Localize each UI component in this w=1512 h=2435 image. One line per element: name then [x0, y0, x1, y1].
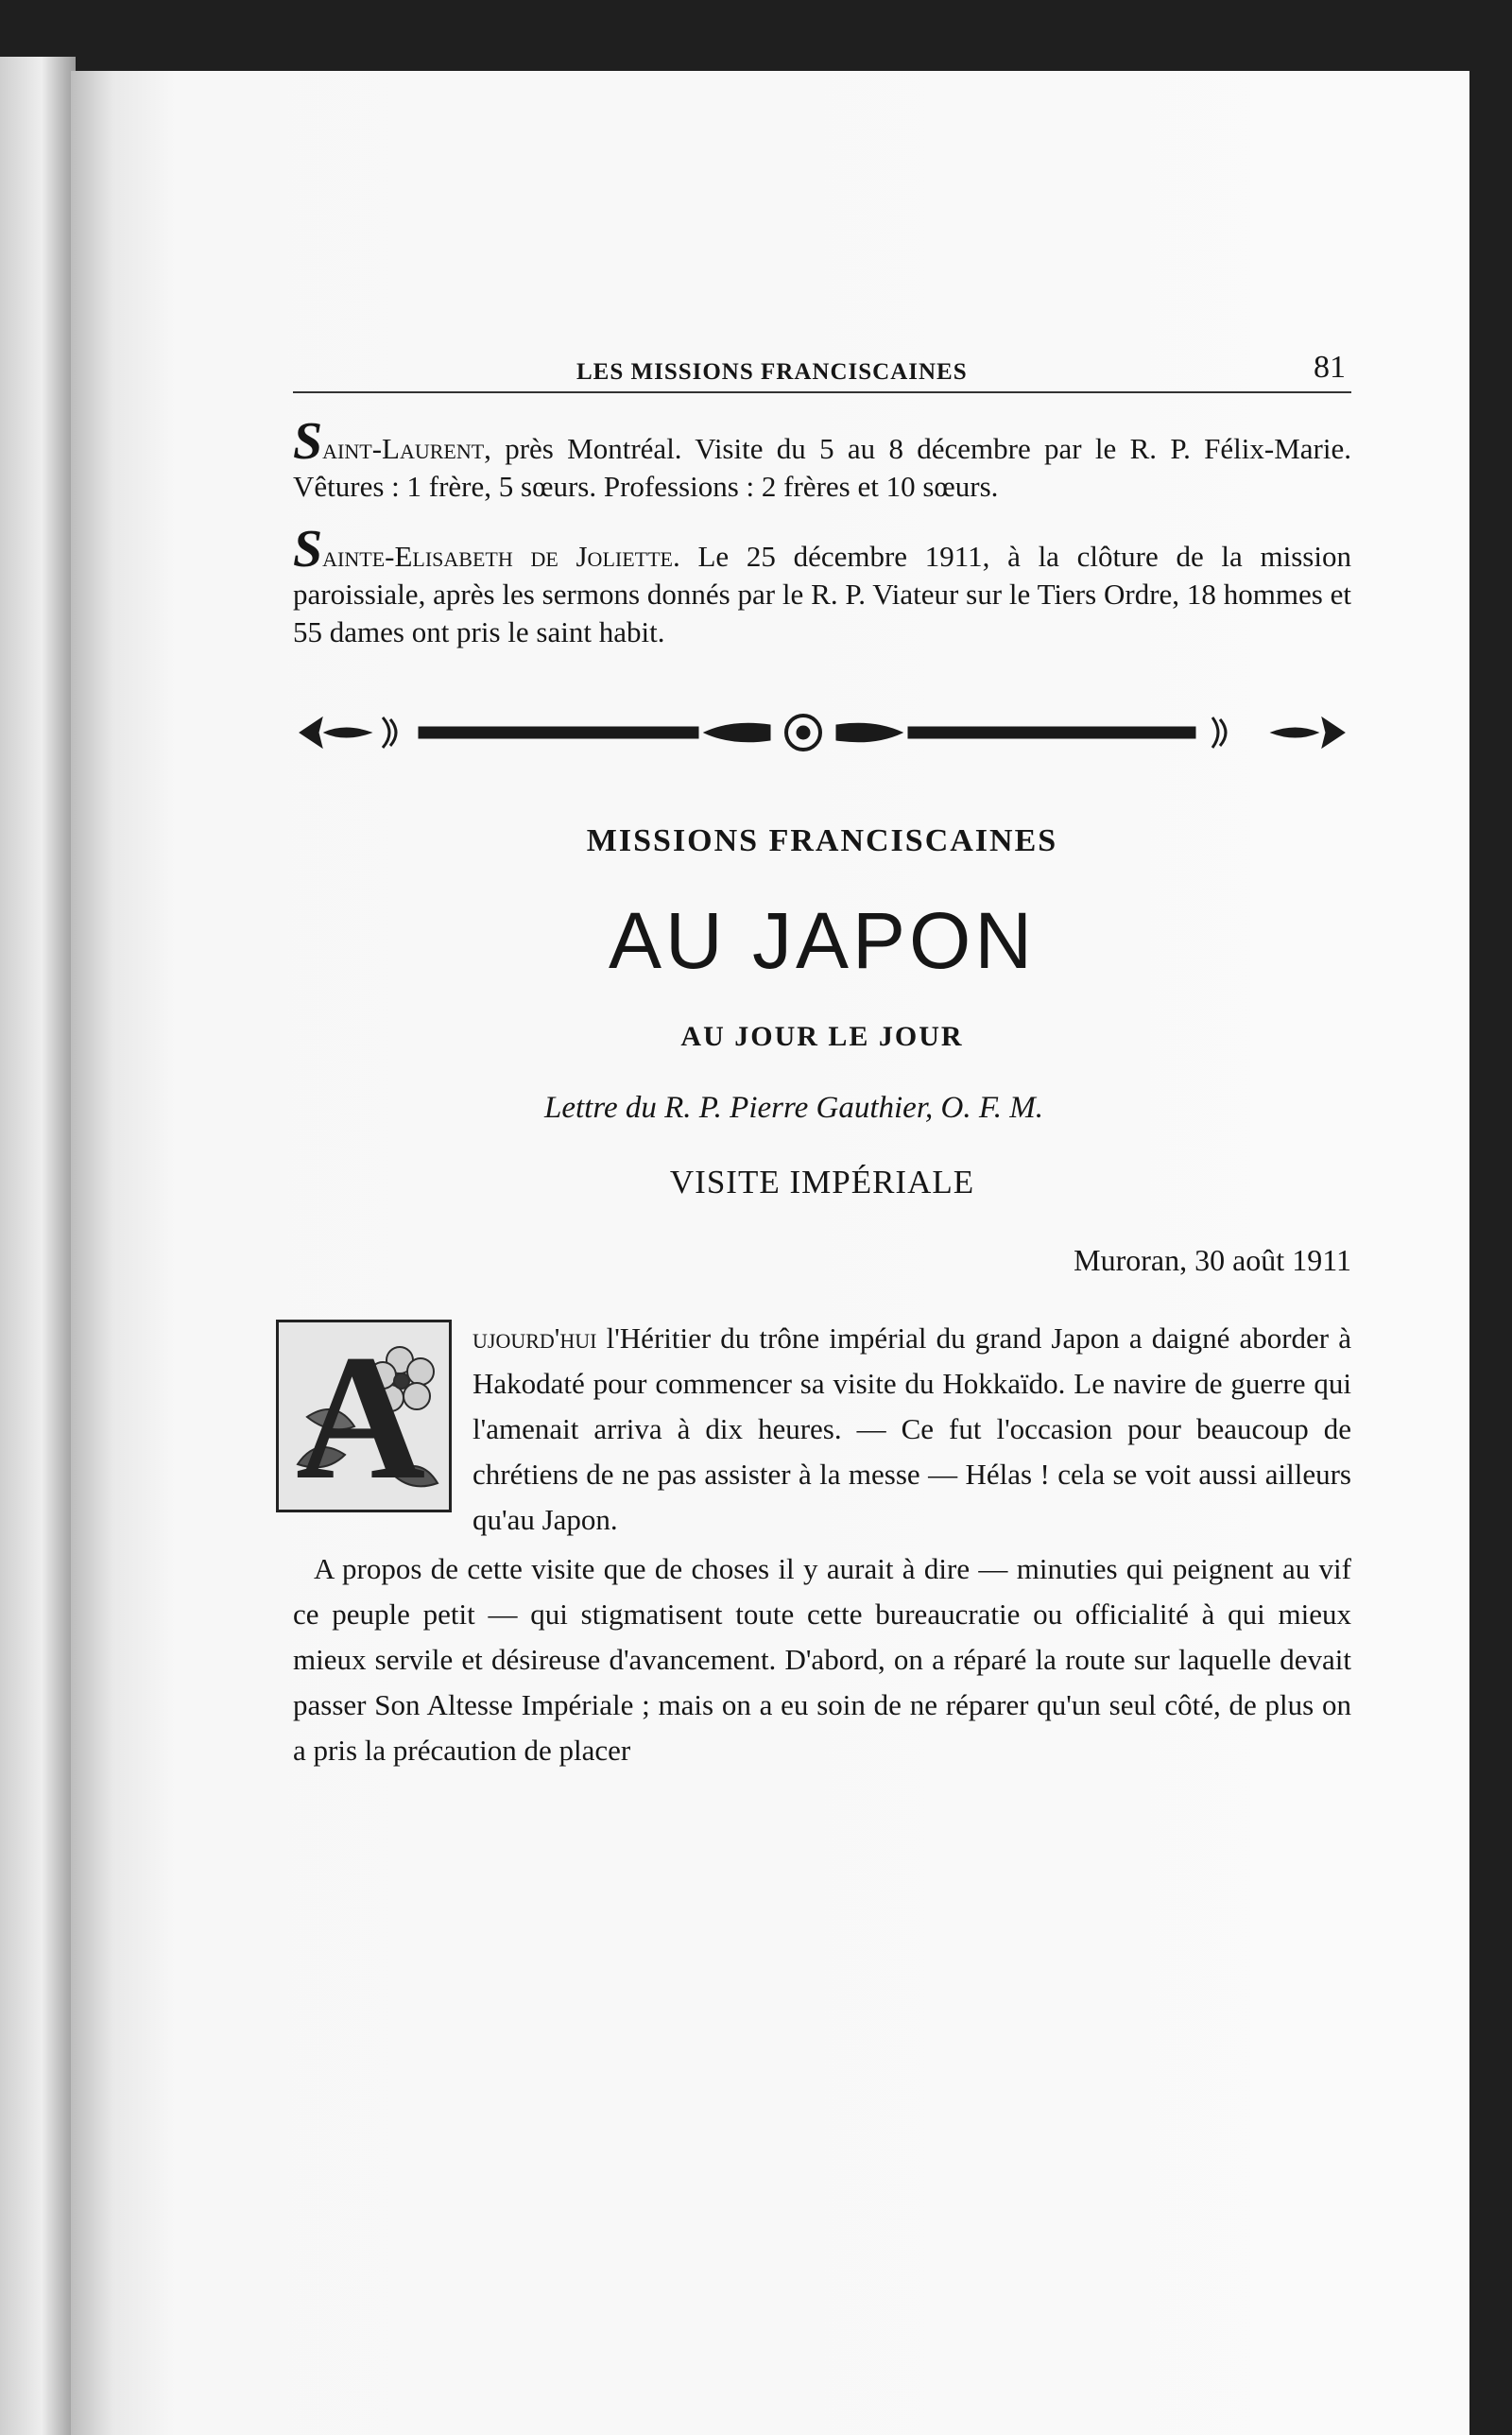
paragraph-2: A propos de cette visite que de choses il y aurait à dire — minuties qui peignent au vif ce peuple petit — qui stigmatisent toute cette bureaucratie ou officialité à qui mieux mieux servile et désireuse d'avancement. D'abord, on a réparé la route sur laquelle devait passer Son Altesse Impériale ; mais on a eu soin de ne réparer qu'un seul côté, de plus on a pris la précaution de placer: [293, 1552, 1351, 1767]
initial-letter: A: [296, 1320, 426, 1512]
article-body: [293, 1316, 1351, 1773]
first-word: ujourd'hui: [472, 1321, 597, 1355]
running-title: LES MISSIONS FRANCISCAINES: [576, 359, 968, 385]
notice-place: aint-Laurent,: [322, 432, 491, 465]
section-title: MISSIONS FRANCISCAINES: [586, 823, 1058, 858]
article-byline: Lettre du R. P. Pierre Gauthier, O. F. M.: [544, 1091, 1043, 1125]
paragraph-1: l'Héritier du trône impérial du grand Japon a daigné aborder à Hakodaté pour commencer sa visite du Hokkaïdo. Le navire de guerre qui l'amenait arriva à dix heures. — Ce fut l'occasion pour beaucoup de chrétiens de ne pas assister à la messe — Hélas ! cela se voit aussi ailleurs qu'au Japon.: [472, 1321, 1351, 1536]
notice-place: ainte-Elisabeth de Joliette.: [322, 540, 680, 573]
ornament-icon: [298, 710, 1347, 755]
notice-dropcap: S: [293, 520, 323, 579]
article-heading: VISITE IMPÉRIALE: [669, 1164, 975, 1200]
running-header: [293, 350, 1351, 393]
book-page: [71, 71, 1469, 2435]
article-subtitle: AU JOUR LE JOUR: [680, 1021, 964, 1052]
article-title: AU JAPON: [608, 896, 1037, 985]
decorative-rule: [293, 710, 1351, 755]
page-number: 81: [1314, 350, 1346, 385]
previous-page-edge: [0, 57, 76, 2435]
notice-saint-laurent: [293, 412, 1351, 506]
illuminated-initial: [276, 1320, 452, 1512]
page-text-area: [293, 350, 1351, 1773]
notice-dropcap: S: [293, 412, 323, 471]
notice-sainte-elisabeth: [293, 520, 1351, 651]
notice-text: près Montréal. Visite du 5 au 8 décembre par le R. P. Félix-Marie. Vêtures : 1 frère, 5 sœurs. Professions : 2 frères et 10 sœurs.: [293, 432, 1351, 503]
dateline: Muroran, 30 août 1911: [1074, 1243, 1351, 1277]
notice-text: Le 25 décembre 1911, à la clôture de la mission paroissiale, après les sermons donnés par le R. P. Viateur sur le Tiers Ordre, 18 hommes et 55 dames ont pris le saint habit.: [293, 540, 1351, 648]
